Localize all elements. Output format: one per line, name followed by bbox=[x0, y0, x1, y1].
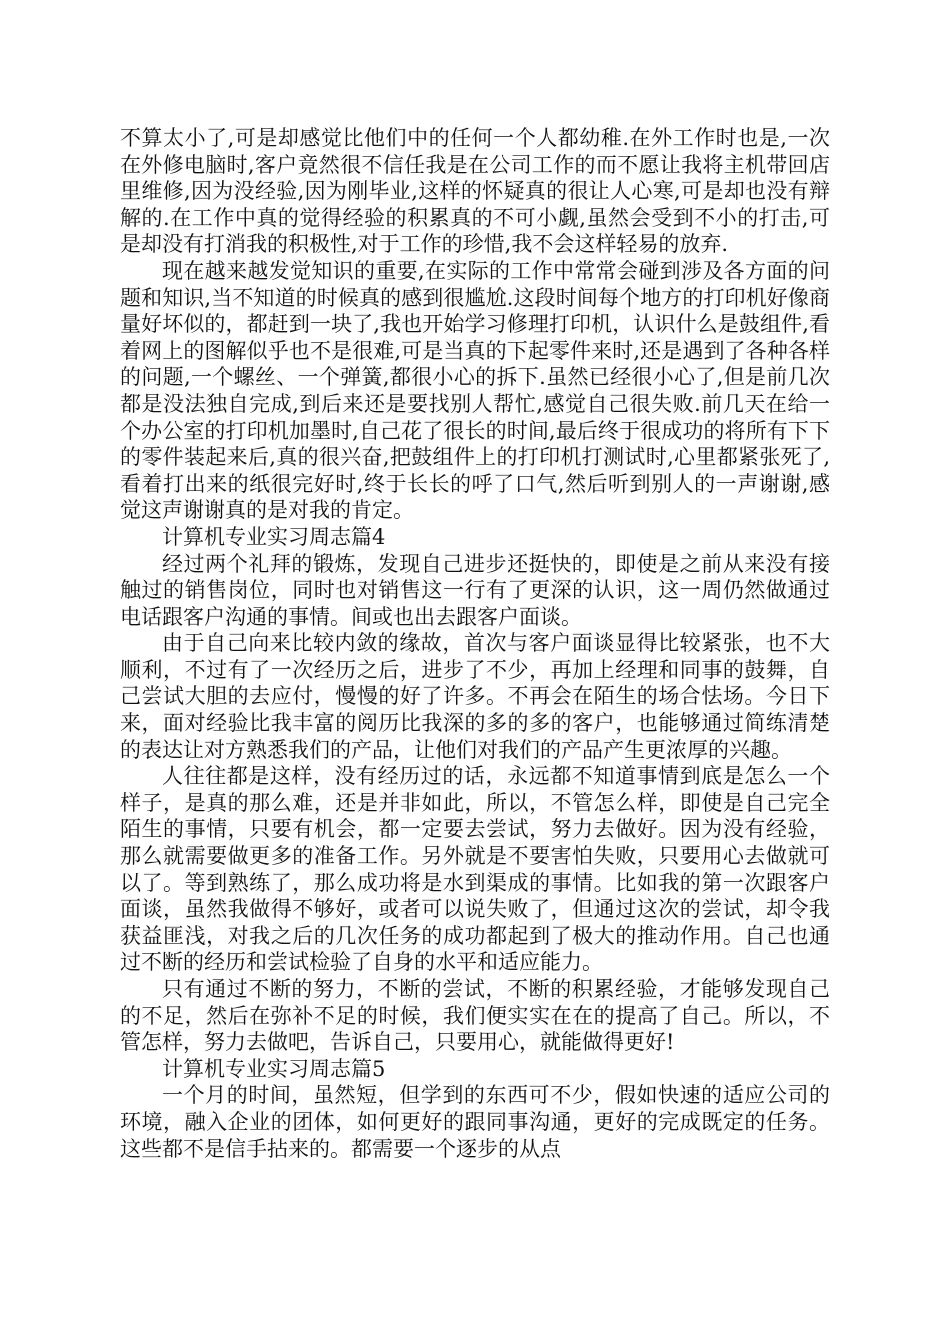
paragraph: 人往往都是这样，没有经历过的话，永远都不知道事情到底是怎么一个样子，是真的那么难，还是并非如此，所以，不管怎么样，即使是自己完全陌生的事情，只要有机会，都一定要去尝试，努力去做好。因为没有经验，那么就需要做更多的准备工作。另外就是不要害怕失败，只要用心去做就可以了。等到熟练了，那么成功将是水到渠成的事情。比如我的第一次跟客户面谈，虽然我做得不够好，或者可以说失败了，但通过这次的尝试，却令我获益匪浅，对我之后的几次任务的成功都起到了极大的推动作用。自己也通过不断的经历和尝试检验了自身的水平和适应能力。 bbox=[120, 764, 830, 975]
paragraph: 由于自己向来比较内敛的缘故，首次与客户面谈显得比较紧张，也不大顺利，不过有了一次经历之后，进步了不少，再加上经理和同事的鼓舞，自己尝试大胆的去应付，慢慢的好了许多。不再会在陌生的场合怯场。今日下来，面对经验比我丰富的阅历比我深的多的多的客户，也能够通过简练清楚的表达让对方熟悉我们的产品，让他们对我们的产品产生更浓厚的兴趣。 bbox=[120, 631, 830, 762]
document-body bbox=[120, 125, 830, 1162]
paragraph: 不算太小了,可是却感觉比他们中的任何一个人都幼稚.在外工作时也是,一次在外修电脑时,客户竟然很不信任我是在公司工作的而不愿让我将主机带回店里维修,因为没经验,因为刚毕业,这样的怀疑真的很让人心寒,可是却也没有辩解的.在工作中真的觉得经验的积累真的不可小觑,虽然会受到不小的打击,可是却没有打消我的积极性,对于工作的珍惜,我不会这样轻易的放弃. bbox=[120, 126, 830, 257]
paragraph: 只有通过不断的努力，不断的尝试，不断的积累经验，才能够发现自己的不足，然后在弥补不足的时候，我们便实实在在的提高了自己。所以，不管怎样，努力去做吧，告诉自己，只要用心，就能做得更好! bbox=[120, 977, 830, 1055]
section-heading: 计算机专业实习周志篇4 bbox=[162, 524, 386, 549]
paragraph: 现在越来越发觉知识的重要,在实际的工作中常常会碰到涉及各方面的问题和知识,当不知道的时候真的感到很尴尬.这段时间每个地方的打印机好像商量好坏似的，都赶到一块了,我也开始学习修理打印机，认识什么是鼓组件,看着网上的图解似乎也不是很难,可是当真的下起零件来时,还是遇到了各种各样的问题,一个螺丝、一个弹簧,都很小心的拆下.虽然已经很小心了,但是前几次都是没法独自完成,到后来还是要找别人帮忙,感觉自己很失败.前几天在给一个办公室的打印机加墨时,自己花了很长的时间,最后终于很成功的将所有下下的零件装起来后,真的很兴奋,把鼓组件上的打印机打测试时,心里都紧张死了,看着打出来的纸很完好时,终于长长的呼了口气,然后听到别人的一声谢谢,感觉这声谢谢真的是对我的肯定。 bbox=[120, 258, 830, 523]
section-heading: 计算机专业实习周志篇5 bbox=[162, 1056, 386, 1081]
paragraph: 经过两个礼拜的锻炼，发现自己进步还挺快的，即使是之前从来没有接触过的销售岗位，同时也对销售这一行有了更深的认识，这一周仍然做通过电话跟客户沟通的事情。间或也出去跟客户面谈。 bbox=[120, 551, 830, 629]
paragraph: 一个月的时间，虽然短，但学到的东西可不少，假如快速的适应公司的环境，融入企业的团体，如何更好的跟同事沟通，更好的完成既定的任务。这些都不是信手拈来的。都需要一个逐步的从点 bbox=[120, 1083, 830, 1161]
